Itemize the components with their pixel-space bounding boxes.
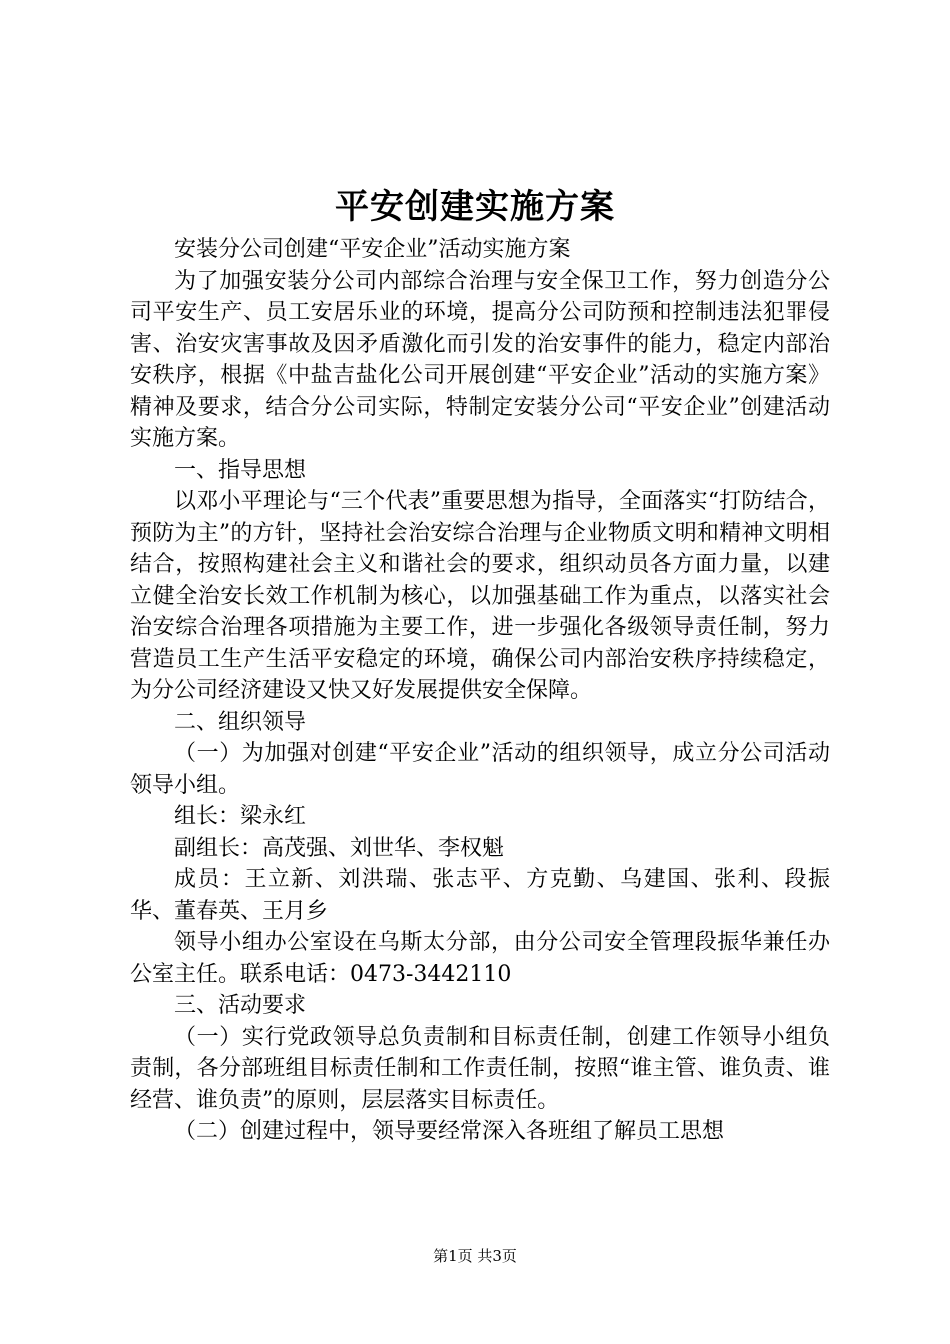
paragraph-group-leader: 组长：梁永红 bbox=[174, 804, 307, 829]
paragraph-subtitle: 安装分公司创建“平安企业”活动实施方案 bbox=[174, 237, 571, 262]
paragraph-intro: 为了加强安装分公司内部综合治理与安全保卫工作，努力创造分公司平安生产、员工安居乐业的环境，提高分公司防预和控制违法犯罪侵害、治安灾害事故及因矛盾激化而引发的治安事件的能力，稳定内部治安秩序，根据《中盐吉盐化公司开展创建“平安企业”活动的实施方案》精神及要求，结合分公司实际，特制定安装分公司“平安企业”创建活动实施方案。 bbox=[130, 268, 830, 451]
section-heading-guiding-ideology: 一、指导思想 bbox=[174, 457, 307, 483]
document-body bbox=[130, 234, 830, 1148]
paragraph-requirement-1: （一）实行党政领导总负责制和目标责任制，创建工作领导小组负责制，各分部班组目标责任制和工作责任制，按照“谁主管、谁负责、谁经营、谁负责”的原则，层层落实目标责任。 bbox=[130, 1024, 830, 1113]
section-heading-requirements: 三、活动要求 bbox=[174, 993, 307, 1018]
section-heading-organization: 二、组织领导 bbox=[174, 709, 307, 735]
paragraph-organization-1: （一）为加强对创建“平安企业”活动的组织领导，成立分公司活动领导小组。 bbox=[130, 741, 830, 798]
page-footer: 第1页 共3页 bbox=[433, 1247, 517, 1265]
paragraph-office: 领导小组办公室设在乌斯太分部，由分公司安全管理段振华兼任办公室主任。联系电话：0473-3442110 bbox=[130, 930, 830, 987]
document-title: 平安创建实施方案 bbox=[335, 187, 615, 227]
paragraph-guiding-ideology: 以邓小平理论与“三个代表”重要思想为指导，全面落实“打防结合，预防为主”的方针，坚持社会治安综合治理与企业物质文明和精神文明相结合，按照构建社会主义和谐社会的要求，组织动员各方面力量，以建立健全治安长效工作机制为核心，以加强基础工作为重点，以落实社会治安综合治理各项措施为主要工作，进一步强化各级领导责任制，努力营造员工生产生活平安稳定的环境，确保公司内部治安秩序持续稳定，为分公司经济建设又快又好发展提供安全保障。 bbox=[130, 489, 830, 703]
paragraph-requirement-2: （二）创建过程中，领导要经常深入各班组了解员工思想 bbox=[174, 1119, 725, 1144]
paragraph-deputy-leaders: 副组长：高茂强、刘世华、李权魁 bbox=[174, 835, 505, 861]
paragraph-members: 成员：王立新、刘洪瑞、张志平、方克勤、乌建国、张利、段振华、董春英、王月乡 bbox=[130, 867, 830, 924]
